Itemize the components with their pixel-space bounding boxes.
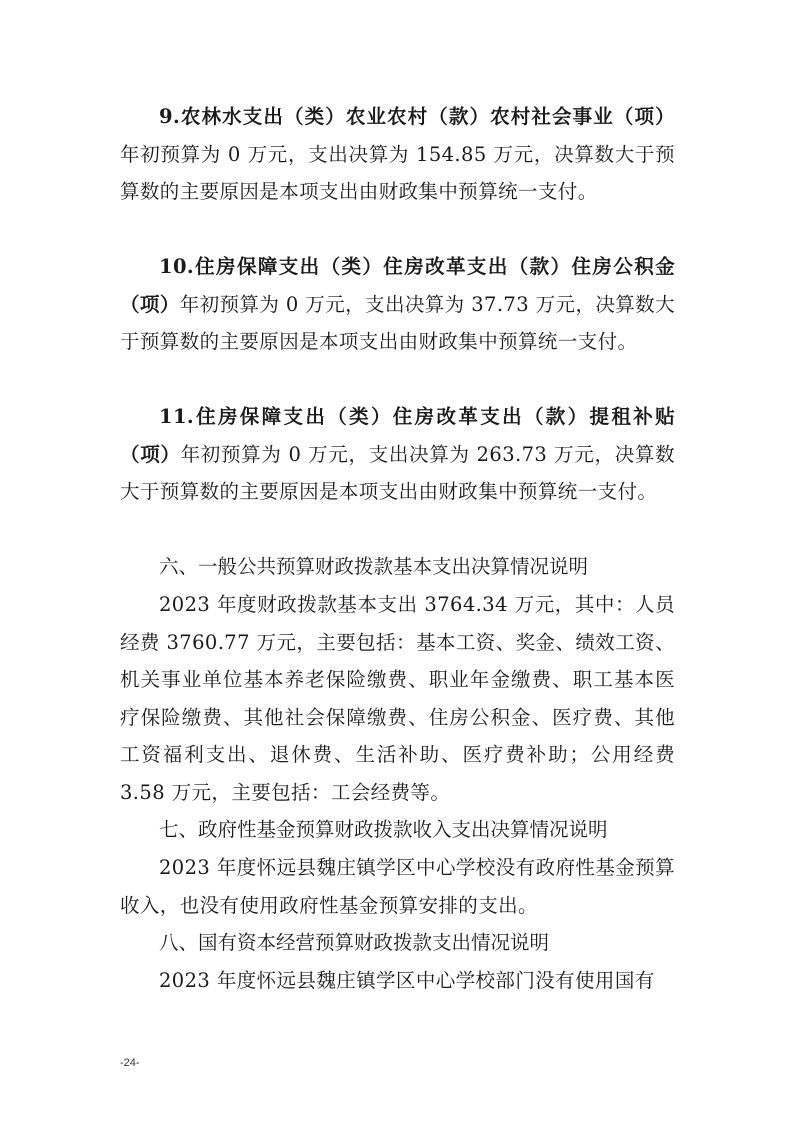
item-10-body: 年初预算为 0 万元，支出决算为 37.73 万元，决算数大于预算数的主要原因是本项支出由财政集中预算统一支付。 xyxy=(120,292,675,354)
section-7-heading: 七、政府性基金预算财政拨款收入支出决算情况说明 xyxy=(159,818,608,841)
section-7-body: 2023 年度怀远县魏庄镇学区中心学校没有政府性基金预算收入，也没有使用政府性基金预算安排的支出。 xyxy=(120,856,675,917)
item-9-title: 9.农林水支出（类）农业农村（款）农村社会事业（项） xyxy=(159,105,675,128)
item-9-body: 年初预算为 0 万元，支出决算为 154.85 万元，决算数大于预算数的主要原因是本项支出由财政集中预算统一支付。 xyxy=(120,142,675,204)
item-10-paragraph xyxy=(120,248,675,361)
section-8-body: 2023 年度怀远县魏庄镇学区中心学校部门没有使用国有 xyxy=(159,969,655,992)
page-number: -24- xyxy=(120,1057,140,1069)
item-11-body: 年初预算为 0 万元，支出决算为 263.73 万元，决算数大于预算数的主要原因是本项支出由财政集中预算统一支付。 xyxy=(120,442,676,504)
item-9-paragraph xyxy=(120,98,675,211)
item-10-title: 10.住房保障支出（类）住房改革支出（款）住房公积金（项） xyxy=(120,255,675,316)
item-11-title: 11.住房保障支出（类）住房改革支出（款）提租补贴（项） xyxy=(120,405,675,466)
section-8-heading: 八、国有资本经营预算财政拨款支出情况说明 xyxy=(159,931,550,954)
section-6-heading: 六、一般公共预算财政拨款基本支出决算情况说明 xyxy=(159,555,589,578)
section-6-body: 2023 年度财政拨款基本支出 3764.34 万元，其中：人员经费 3760.77 万元，主要包括：基本工资、奖金、绩效工资、机关事业单位基本养老保险缴费、职业年金缴费、职工基本医疗保险缴费、其他社会保障缴费、住房公积金、医疗费、其他工资福利支出、退休费、生活补助、医疗费补助；公用经费 3.58 万元，主要包括：工会经费等。 xyxy=(120,593,675,804)
item-11-paragraph xyxy=(120,398,675,511)
